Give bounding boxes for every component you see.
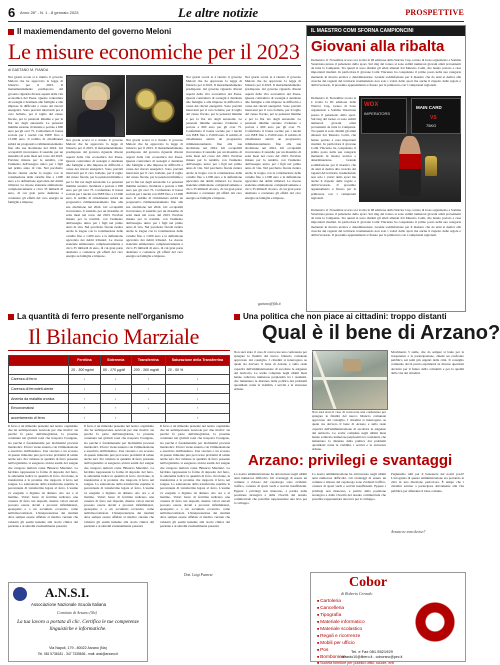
article-headline: Giovani alla ribalta — [311, 38, 445, 55]
table-cell: ↑ — [100, 403, 131, 413]
table-row — [9, 413, 230, 423]
article-text-top: Domenica 11 Novembre scorso si è svolta la III edizione della Warrior Cup, torneo di boxe organizzato a Somma Vesuviana presso il palazzetto dello sport. Sul ring del torneo si sono esibiti numerosi giovani atleti provenienti da tutta la Campania. Tra questi si sono distinti gli atleti allenati dal Maestro Comi, che hanno portato a casa importanti risultati. In particolare il giovane Comi Vincenzo ha conquistato il primo posto nella sua categoria mettendo in mostra tecnica e determinazione. Grande soddisfazione per il maestro che da anni si dedica alla crescita dei ragazzi del territorio trasmettendo non solo i valori dello sport ma anche il rispetto delle regole e dell'avversario. Il prossimo appuntamento è fissato per la primavera con i campionati regionali. — [311, 58, 461, 87]
article-giovani — [306, 25, 466, 312]
article-governo — [8, 25, 301, 310]
square-bullet-icon — [234, 314, 240, 320]
table-cell: ↓ — [100, 375, 131, 385]
table-cell: ↑ — [131, 384, 165, 394]
table-cell: ↓ — [69, 375, 101, 385]
arzano-photo — [312, 350, 388, 410]
article-text-left: Domenica 11 Novembre scorso si è svolta la III edizione della Warrior Cup, torneo di boxe organizzato a Somma Vesuviana presso il palazzetto dello sport. Sul ring del torneo si sono esibiti numerosi giovani atleti provenienti da tutta la Campania. Tra questi si sono distinti gli atleti allenati dal Maestro Comi, che hanno portato a casa importanti risultati. In particolare il giovane Comi Vincenzo ha conquistato il primo posto nella sua categoria mettendo in mostra tecnica e determinazione. Grande soddisfazione per il maestro che da anni si dedica alla crescita dei ragazzi del territorio trasmettendo non solo i valori dello sport ma anche il rispetto delle regole e dell'avversario. Il prossimo appuntamento è fissato per la primavera con i campionati regionali. — [311, 96, 356, 200]
trophy-icon — [425, 156, 437, 176]
poster-left — [361, 98, 407, 134]
table-cell: ↓ — [131, 403, 165, 413]
table-row-label: Carenza di ferrodefi-ciente — [9, 384, 69, 394]
table-cell: 15 - 300 ng/ml — [69, 365, 101, 375]
cobor-brand: Cobor — [349, 575, 388, 590]
ansi-phone: Tel. 081 5736181 - 347 7335636 - mail: ansi@arzano.it — [37, 652, 119, 656]
table-cell: ↑ — [69, 394, 101, 404]
list-item: ■ Mobili per ufficio — [317, 640, 407, 647]
article-kicker: Una politica che non piace ai cittadini: troppo distanti — [234, 312, 447, 321]
boxing-photo — [359, 96, 461, 202]
article-text-col-3: Nei giorni scorsi si è riunito il governo Meloni che ha approvato la legge di bilancio per il 2023. Il maxiemendamento predisposto dal governo riguarda diversi aspetti della vita economica del Paese. Questa contrattura di sostegni è destinata alle famiglie e alle imprese in difficoltà a causa dei rincari energetici. Sono previsti interventi per il caro bollette, per il taglio del cuneo fiscale, per le pensioni minime e per la flat tax degli autonomi. Le pensioni minime saranno rivalutate e portate a 600 euro per gli over 75. Confermato il bonus sociale per i nuclei con ISEE fino a 15.000 euro. Il reddito di cittadinanza subirà un progressivo ridimensionamento fino alla sua abolizione nel 2024. Gli occupabili riceveranno il sussidio per un massimo di sette mesi nel corso del 2023. Previste misure per la natalità, con l'aumento dell'assegno unico per i figli nel primo anno di vita. Nel pacchetto fiscale rientra anche la tregua con la rottamazione delle cartelle fino a 1.000 euro e la definizione agevolata dei debiti tributari. Le risorse stanziate ammontano complessivamente a circa 35 miliardi di euro, di cui gran parte destinata a contenere gli effetti del caro energia su famiglie e imprese. — [126, 138, 183, 259]
table-row — [9, 384, 230, 394]
brand-logo: PROSPETTIVE — [405, 8, 464, 17]
subheadline: Arzano: privilegi e svantaggi — [248, 452, 453, 469]
article-signature: Arzano ne sono deciso? — [391, 530, 426, 534]
poster-score: 75KG — [426, 123, 437, 128]
table-cell: 200 - 360 mg/dl — [131, 365, 165, 375]
article-text-col-3: Movimento 5 stelle, che da sempre si batte per la trasparenza e la partecipazione, chiede un confronto pubblico sui temi più urgenti della città. Il consiglio comunale dovrà presto esprimersi su diverse questioni decisive per il futuro della comunità e per la qualità della vita dei cittadini. — [391, 350, 464, 375]
article-headline: Le misure economiche per il 2023 — [8, 39, 300, 64]
table-cell: ↓ — [100, 384, 131, 394]
table-cell — [131, 413, 165, 423]
article-bilancio — [8, 312, 230, 580]
poster-card: MAIN CARD — [416, 105, 442, 110]
table-cell: 50 - 170 µg/dl — [100, 365, 131, 375]
article-text-col-2: Il ferro è un minerale presente nel nostro organismo che ha un'importanza notevole per due motivi: sia perché fa parte dell'emoglobina, la proteina contenuta nei globuli rossi che trasporta l'ossigeno, sia perché è fondamentale per moltissimi processi metabolici. Il ferro viene assunto con l'alimentazione e assorbito dall'intestino. Una carenza o un eccesso di questo minerale può provocare problemi di salute anche seri. Per valutare la quantità di ferro presente nell'organismo si eseguono alcuni esami del sangue che vengono indicati come 'Bilancio Marziale'. La ferritina rappresenta la forma di deposito del ferro, la sideremia indica la quantità di ferro circolante, la transferrina è la proteina che trasporta il ferro nel sangue. La saturazione della transferrina esprime la percentuale di transferrina legata al ferro. L'esame va eseguito a digiuno da almeno otto ore e al mattino. Valori bassi di ferritina indicano una carenza di ferro nei depositi, mentre valori elevati possono essere dovuti a processi infiammatori, epatopatie o a un accumulo eccessivo come nell'emocromatosi. L'interpretazione dei risultati deve sempre essere affidata al medico curante che valuterà gli esami insieme alla storia clinica del paziente e ai sintomi eventualmente presenti. — [84, 424, 154, 528]
coins-photo — [126, 75, 183, 135]
article-text-col-1: Il ferro è un minerale presente nel nostro organismo che ha un'importanza notevole per due motivi: sia perché fa parte dell'emoglobina, la proteina contenuta nei globuli rossi che trasporta l'ossigeno, sia perché è fondamentale per moltissimi processi metabolici. Il ferro viene assunto con l'alimentazione e assorbito dall'intestino. Una carenza o un eccesso di questo minerale può provocare problemi di salute anche seri. Per valutare la quantità di ferro presente nell'organismo si eseguono alcuni esami del sangue che vengono indicati come 'Bilancio Marziale'. La ferritina rappresenta la forma di deposito del ferro, la sideremia indica la quantità di ferro circolante, la transferrina è la proteina che trasporta il ferro nel sangue. La saturazione della transferrina esprime la percentuale di transferrina legata al ferro. L'esame va eseguito a digiuno da almeno otto ore e al mattino. Valori bassi di ferritina indicano una carenza di ferro nei depositi, mentre valori elevati possono essere dovuti a processi infiammatori, epatopatie o a un accumulo eccessivo come nell'emocromatosi. L'interpretazione dei risultati deve sempre essere affidata al medico curante che valuterà gli esami insieme alla storia clinica del paziente e ai sintomi eventualmente presenti. — [8, 424, 78, 528]
square-bullet-icon — [8, 29, 14, 35]
cobor-email: cerardo10@libero.it - coborsnc@pec.it — [341, 655, 403, 659]
table-cell: ↑ — [69, 403, 101, 413]
cobor-logo-icon — [411, 599, 459, 645]
list-item: ■ Società forniture per pubblici uffici, scuole, enti — [317, 661, 407, 665]
square-bullet-icon — [8, 314, 14, 320]
issue-info: Anno 28° - N. 1 - 8 gennaio 2023 — [20, 10, 79, 15]
table-row — [9, 394, 230, 404]
map-road — [313, 377, 387, 380]
list-item: ■ Regali e ricorrenze — [317, 633, 407, 640]
ad-cobor — [310, 572, 466, 665]
table-row — [9, 403, 230, 413]
poster-subtitle: IMPERATORS — [364, 111, 391, 116]
cobor-phone: Tel. e Fax 081.5521929 — [351, 649, 393, 654]
boxer-figure — [399, 136, 421, 196]
table-cell: 20 - 50 % — [165, 365, 229, 375]
article-text-col-2: Non sarà stato il caso di convocare una conferenza per spiegare le finalità del nuovo bilancio comunale approvato dal consiglio. I cittadini si interrogano su quale sia davvero il bene di Arzano e sulla reale capacità dell'amministrazione di ascoltare le esigenze del territorio. Le scelte compiute negli ultimi mesi hanno sollevato numerose perplessità tra i residenti, che lamentano la distanza della politica dai problemi quotidiani come la viabilità, i servizi e la sicurezza urbana. — [312, 410, 386, 452]
meloni-photo — [66, 75, 125, 137]
poster-right — [411, 98, 461, 134]
list-item: ■ Cartoleria — [317, 598, 407, 605]
list-item: ■ Pos — [317, 647, 407, 654]
header-rule — [8, 21, 464, 22]
table-cell: ↑ — [100, 413, 131, 423]
byline: di GAETANO M. FIANDA — [8, 68, 49, 72]
table-cell: ↑ — [69, 413, 101, 423]
table-cell: ↑ — [131, 375, 165, 385]
article-kicker: La quantità di ferro presente nell'organismo — [8, 312, 184, 321]
map-block — [343, 359, 361, 371]
list-item: ■ Cancelleria — [317, 605, 407, 612]
table-cell: ↓ — [100, 394, 131, 404]
article-text-col-3: Il ferro è un minerale presente nel nostro organismo che ha un'importanza notevole per due motivi: sia perché fa parte dell'emoglobina, la proteina contenuta nei globuli rossi che trasporta l'ossigeno, sia perché è fondamentale per moltissimi processi metabolici. Il ferro viene assunto con l'alimentazione e assorbito dall'intestino. Una carenza o un eccesso di questo minerale può provocare problemi di salute anche seri. Per valutare la quantità di ferro presente nell'organismo si eseguono alcuni esami del sangue che vengono indicati come 'Bilancio Marziale'. La ferritina rappresenta la forma di deposito del ferro, la sideremia indica la quantità di ferro circolante, la transferrina è la proteina che trasporta il ferro nel sangue. La saturazione della transferrina esprime la percentuale di transferrina legata al ferro. L'esame va eseguito a digiuno da almeno otto ore e al mattino. Valori bassi di ferritina indicano una carenza di ferro nei depositi, mentre valori elevati possono essere dovuti a processi infiammatori, epatopatie o a un accumulo eccessivo come nell'emocromatosi. L'interpretazione dei risultati deve sempre essere affidata al medico curante che valuterà gli esami insieme alla storia clinica del paziente e ai sintomi eventualmente presenti. — [160, 424, 230, 528]
poster-title: WOX — [364, 102, 379, 108]
article-kicker: IL MAESTRO COMI SFORNA CAMPIONCINI — [311, 28, 414, 34]
table-header-row — [9, 356, 230, 366]
ansi-motto: La tua lavoro a portata di clic. Certifica le tue competenze linguistiche e informatiche. — [17, 619, 139, 632]
ansi-logo-icon — [13, 587, 27, 601]
article-text-col-6: Pagheremo tutti per il benessere dei nostri posti? L'arroganza di questa amministrazione sta portando la città in una direzione pericolosa. È tempo che i cittadini tornino a partecipare attivamente alla vita pubblica per difendere il bene comune. — [391, 472, 464, 493]
table-header-cell — [9, 356, 69, 366]
table-cell: ↓ — [165, 375, 229, 385]
article-text-col-4: Nei giorni scorsi si è riunito il governo Meloni che ha approvato la legge di bilancio per il 2023. Il maxiemendamento predisposto dal governo riguarda diversi aspetti della vita economica del Paese. Questa contrattura di sostegni è destinata alle famiglie e alle imprese in difficoltà a causa dei rincari energetici. Sono previsti interventi per il caro bollette, per il taglio del cuneo fiscale, per le pensioni minime e per la flat tax degli autonomi. Le pensioni minime saranno rivalutate e portate a 600 euro per gli over 75. Confermato il bonus sociale per i nuclei con ISEE fino a 15.000 euro. Il reddito di cittadinanza subirà un progressivo ridimensionamento fino alla sua abolizione nel 2024. Gli occupabili riceveranno il sussidio per un massimo di sette mesi nel corso del 2023. Previste misure per la natalità, con l'aumento dell'assegno unico per i figli nel primo anno di vita. Nel pacchetto fiscale rientra anche la tregua con la rottamazione delle cartelle fino a 1.000 euro e la definizione agevolata dei debiti tributari. Le risorse stanziate ammontano complessivamente a circa 35 miliardi di euro, di cui gran parte destinata a contenere gli effetti del caro energia su famiglie e imprese. — [186, 75, 242, 200]
table-header-cell: Ferritina — [69, 356, 101, 366]
article-signature: Dott. Luigi Pannese — [184, 573, 213, 577]
article-kicker: Il maxiemendamento del governo Meloni — [8, 27, 171, 36]
table-cell — [9, 365, 69, 375]
portrait-jacket — [77, 110, 115, 136]
article-headline: Qual è il bene di Arzano? — [262, 322, 500, 344]
ansi-name: Associazione Nazionale Scuola Italiana — [31, 602, 107, 607]
page-number: 6 — [8, 5, 16, 20]
article-text-col-1: Non sarà stato il caso di convocare una conferenza per spiegare le finalità del nuovo bilancio comunale approvato dal consiglio. I cittadini si interrogano su quale sia davvero il bene di Arzano e sulla reale capacità dell'amministrazione di ascoltare le esigenze del territorio. Le scelte compiute negli ultimi mesi hanno sollevato numerose perplessità tra i residenti, che lamentano la distanza della politica dai problemi quotidiani come la viabilità, i servizi e la sicurezza urbana. — [234, 350, 307, 392]
table-row — [9, 375, 230, 385]
list-item: ■ Bomboniere — [317, 654, 407, 661]
table-cell: ↓ — [165, 384, 229, 394]
iron-table — [8, 355, 230, 423]
article-text-col-1: Nei giorni scorsi si è riunito il governo Meloni che ha approvato la legge di bilancio per il 2023. Il maxiemendamento predisposto dal governo riguarda diversi aspetti della vita economica del Paese. Questa contrattura di sostegni è destinata alle famiglie e alle imprese in difficoltà a causa dei rincari energetici. Sono previsti interventi per il caro bollette, per il taglio del cuneo fiscale, per le pensioni minime e per la flat tax degli autonomi. Le pensioni minime saranno rivalutate e portate a 600 euro per gli over 75. Confermato il bonus sociale per i nuclei con ISEE fino a 15.000 euro. Il reddito di cittadinanza subirà un progressivo ridimensionamento fino alla sua abolizione nel 2024. Gli occupabili riceveranno il sussidio per un massimo di sette mesi nel corso del 2023. Previste misure per la natalità, con l'aumento dell'assegno unico per i figli nel primo anno di vita. Nel pacchetto fiscale rientra anche la tregua con la rottamazione delle cartelle fino a 1.000 euro e la definizione agevolata dei debiti tributari. Le risorse stanziate ammontano complessivamente a circa 35 miliardi di euro, di cui gran parte destinata a contenere gli effetti del caro energia su famiglie e imprese. — [8, 75, 63, 204]
table-cell: ↓ — [165, 394, 229, 404]
ad-ansi — [8, 582, 148, 662]
table-row-label: accertamento di ferro — [9, 413, 69, 423]
table-row-label: Anemia da malattia cronica — [9, 394, 69, 404]
poster-vs: VS — [430, 115, 437, 121]
list-item: ■ Tipografia — [317, 612, 407, 619]
table-cell: ↓ — [69, 384, 101, 394]
table-cell: ↑ — [165, 413, 229, 423]
article-arzano — [234, 312, 500, 570]
table-row-label: Carenza di ferro — [9, 375, 69, 385]
article-headline: Il Bilancio Marziale — [28, 324, 200, 349]
ansi-address: Via Napoli, 179 - 80022 Arzano (Na) — [49, 646, 107, 650]
portrait-hair — [82, 82, 110, 100]
article-signature: gaetano@fitb.it — [258, 302, 281, 306]
headline-rule — [8, 65, 301, 66]
table-row-label: Emocromatosi — [9, 403, 69, 413]
ansi-branch: Comitato di Arzano (Na) — [57, 610, 97, 615]
cobor-subtitle: di Roberto Cerardo — [341, 591, 373, 596]
table-header-cell: Transferrina — [131, 356, 165, 366]
ansi-logo: A.N.S.I. — [45, 585, 90, 600]
article-text-bottom: Domenica 11 Novembre scorso si è svolta la III edizione della Warrior Cup, torneo di boxe organizzato a Somma Vesuviana presso il palazzetto dello sport. Sul ring del torneo si sono esibiti numerosi giovani atleti provenienti da tutta la Campania. Tra questi si sono distinti gli atleti allenati dal Maestro Comi, che hanno portato a casa importanti risultati. In particolare il giovane Comi Vincenzo ha conquistato il primo posto nella sua categoria mettendo in mostra tecnica e determinazione. Grande soddisfazione per il maestro che da anni si dedica alla crescita dei ragazzi del territorio trasmettendo non solo i valori dello sport ma anche il rispetto delle regole e dell'avversario. Il prossimo appuntamento è fissato per la primavera con i campionati regionali. — [311, 208, 461, 237]
table-header-cell: Saturazione della Transferrina — [165, 356, 229, 366]
map-road — [312, 351, 336, 409]
list-item: ■ Materiale informatico — [317, 619, 407, 626]
table-header-cell: Sideremia — [100, 356, 131, 366]
table-cell: ↑ — [165, 403, 229, 413]
list-item: ■ Materiale scolastico — [317, 626, 407, 633]
table-range-row — [9, 365, 230, 375]
article-text-col-5: Nei giorni scorsi si è riunito il governo Meloni che ha approvato la legge di bilancio per il 2023. Il maxiemendamento predisposto dal governo riguarda diversi aspetti della vita economica del Paese. Questa contrattura di sostegni è destinata alle famiglie e alle imprese in difficoltà a causa dei rincari energetici. Sono previsti interventi per il caro bollette, per il taglio del cuneo fiscale, per le pensioni minime e per la flat tax degli autonomi. Le pensioni minime saranno rivalutate e portate a 600 euro per gli over 75. Confermato il bonus sociale per i nuclei con ISEE fino a 15.000 euro. Il reddito di cittadinanza subirà un progressivo ridimensionamento fino alla sua abolizione nel 2024. Gli occupabili riceveranno il sussidio per un massimo di sette mesi nel corso del 2023. Previste misure per la natalità, con l'aumento dell'assegno unico per i figli nel primo anno di vita. Nel pacchetto fiscale rientra anche la tregua con la rottamazione delle cartelle fino a 1.000 euro e la definizione agevolata dei debiti tributari. Le risorse stanziate ammontano complessivamente a circa 35 miliardi di euro, di cui gran parte destinata a contenere gli effetti del caro energia su famiglie e imprese. — [245, 75, 301, 200]
table-cell: ↓ — [131, 394, 165, 404]
article-text-col-5: La nostra amministrazione ha attraversato negli ultimi anni numerose difficoltà. Gli svantaggi di essere un comune a ridosso del capoluogo sono evidenti: traffico, carenza di spazi verdi e servizi insufficienti. Eppure i privilegi non mancano, a partire dalla posizione strategica e dalla vivacità del tessuto commerciale che potrebbe rappresentare una leva per lo sviluppo. — [312, 472, 386, 501]
article-text-col-2: Nei giorni scorsi si è riunito il governo Meloni che ha approvato la legge di bilancio per il 2023. Il maxiemendamento predisposto dal governo riguarda diversi aspetti della vita economica del Paese. Questa contrattura di sostegni è destinata alle famiglie e alle imprese in difficoltà a causa dei rincari energetici. Sono previsti interventi per il caro bollette, per il taglio del cuneo fiscale, per le pensioni minime e per la flat tax degli autonomi. Le pensioni minime saranno rivalutate e portate a 600 euro per gli over 75. Confermato il bonus sociale per i nuclei con ISEE fino a 15.000 euro. Il reddito di cittadinanza subirà un progressivo ridimensionamento fino alla sua abolizione nel 2024. Gli occupabili riceveranno il sussidio per un massimo di sette mesi nel corso del 2023. Previste misure per la natalità, con l'aumento dell'assegno unico per i figli nel primo anno di vita. Nel pacchetto fiscale rientra anche la tregua con la rottamazione delle cartelle fino a 1.000 euro e la definizione agevolata dei debiti tributari. Le risorse stanziate ammontano complessivamente a circa 35 miliardi di euro, di cui gran parte destinata a contenere gli effetti del caro energia su famiglie e imprese. — [66, 138, 123, 259]
article-text-col-4: La nostra amministrazione ha attraversato negli ultimi anni numerose difficoltà. Gli svantaggi di essere un comune a ridosso del capoluogo sono evidenti: traffico, carenza di spazi verdi e servizi insufficienti. Eppure i privilegi non mancano, a partire dalla posizione strategica e dalla vivacità del tessuto commerciale che potrebbe rappresentare una leva per lo sviluppo. — [234, 472, 307, 506]
page-header — [8, 5, 464, 21]
headline-rule — [8, 350, 230, 351]
kicker-bar — [307, 26, 465, 36]
section-title: Le altre notizie — [178, 5, 259, 20]
